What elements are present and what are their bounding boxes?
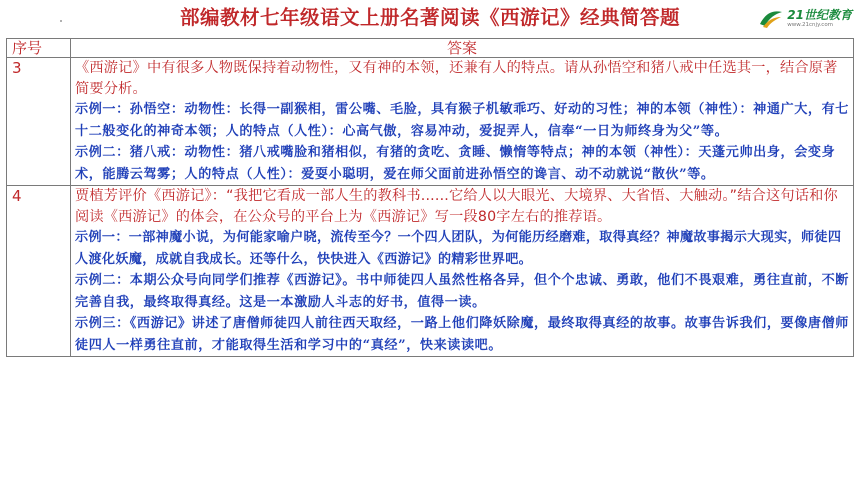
column-header-number: 序号 (7, 39, 71, 58)
qa-table (6, 38, 854, 357)
answer-example: 示例一：孙悟空：动物性：长得一副猴相，雷公嘴、毛脸，具有猴子机敏乖巧、好动的习性；神的本领（神性）：神通广大，有七十二般变化的神奇本领；人的特点（人性）：心高气傲，容易冲动，爱捉弄人，信奉“一日为师终身为父”等。 (75, 102, 849, 139)
question-text: 贾植芳评价《西游记》：“我把它看成一部人生的教科书......它给人以大眼光、大境界、大省悟、大触动。”结合这句话和你阅读《西游记》的体会，在公众号的平台上为《西游记》写一段80字左右的推荐语。 (75, 188, 838, 225)
column-header-answer: 答案 (71, 39, 854, 58)
table-row (7, 58, 854, 186)
answer-example: 示例二：本期公众号向同学们推荐《西游记》。书中师徒四人虽然性格各异，但个个忠诚、勇敢，他们不畏艰难，勇往直前，不断完善自我，最终取得真经。这是一本激励人斗志的好书，值得一读。 (75, 273, 849, 310)
row-number: 4 (7, 186, 71, 357)
logo-swoosh-icon (758, 8, 784, 30)
answer-example: 示例一：一部神魔小说，为何能家喻户晓，流传至今？一个四人团队，为何能历经磨难，取得真经？神魔故事揭示大现实，师徒四人渡化妖魔，成就自我成长。还等什么，快快进入《西游记》的精彩世界吧。 (75, 230, 842, 267)
row-number: 3 (7, 58, 71, 186)
answer-example: 示例三：《西游记》讲述了唐僧师徒四人前往西天取经，一路上他们降妖除魔，最终取得真经的故事。故事告诉我们，要像唐僧师徒四人一样勇往直前，才能取得生活和学习中的“真经”，快来读读吧。 (75, 316, 849, 353)
logo-text: 21世纪教育 (787, 8, 852, 23)
row-content (71, 58, 854, 186)
table-row (7, 186, 854, 357)
page-title: 部编教材七年级语文上册名著阅读《西游记》经典简答题 (179, 6, 680, 29)
logo-url: www.21cnjy.com (787, 22, 834, 29)
answer-example: 示例二：猪八戒：动物性：猪八戒嘴脸和猪相似，有猪的贪吃、贪睡、懒惰等特点；神的本领（神性）：天蓬元帅出身，会变身术，能腾云驾雾；人的特点（人性）：爱耍小聪明，爱在师父面前进孙悟空的谗言、动不动就说“散伙”等。 (75, 145, 836, 182)
table-header-row (7, 39, 854, 58)
row-content (71, 186, 854, 357)
brand-logo (758, 6, 852, 32)
question-text: 《西游记》中有很多人物既保持着动物性，又有神的本领，还兼有人的特点。请从孙悟空和猪八戒中任选其一，结合原著简要分析。 (75, 60, 838, 97)
